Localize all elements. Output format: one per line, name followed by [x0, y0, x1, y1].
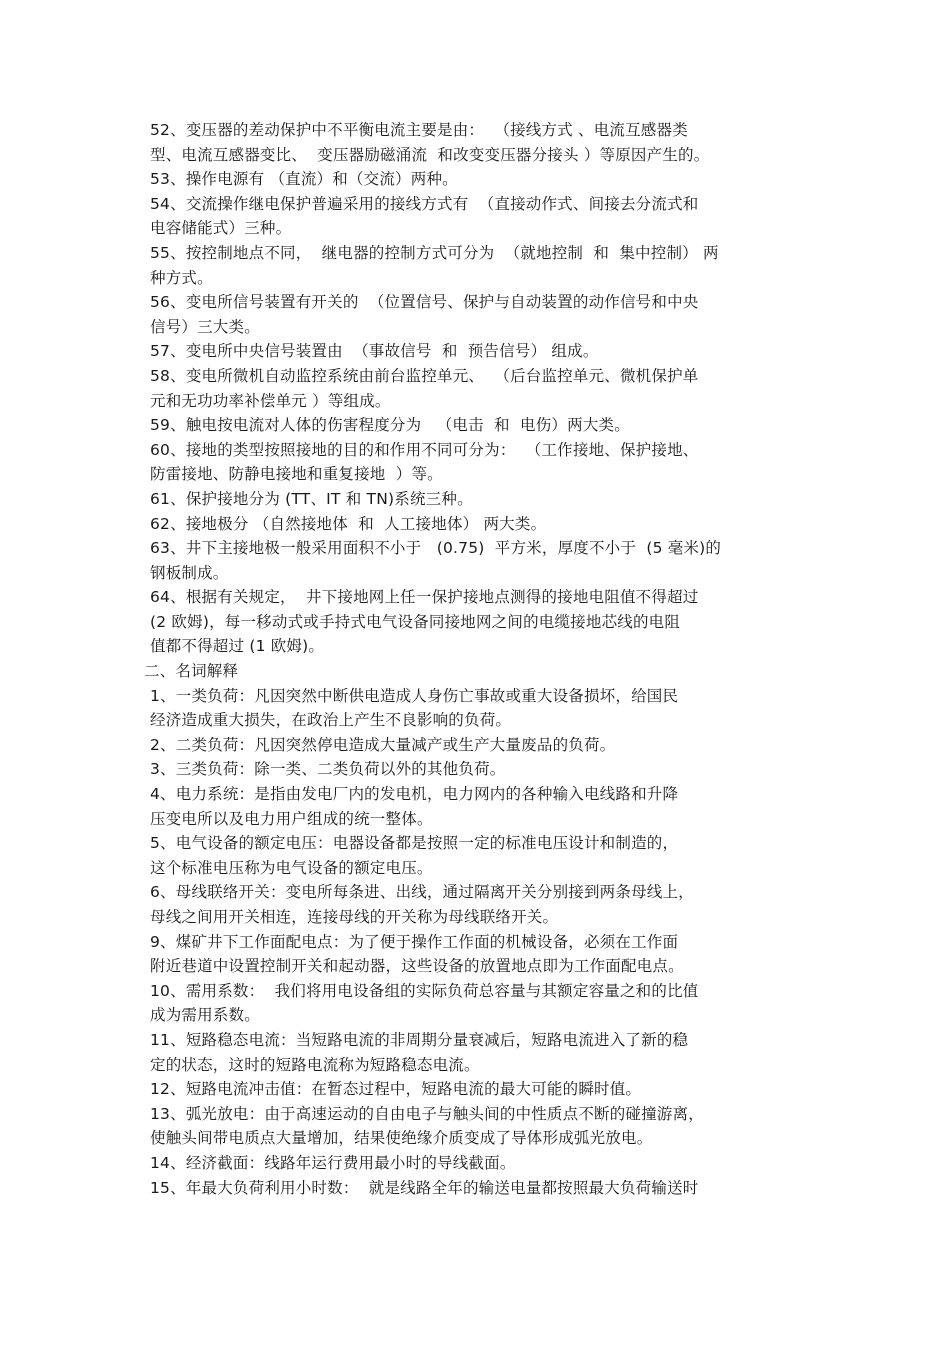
q54-line1: 54、交流操作继电保护普遍采用的接线方式有 （直接动作式、间接去分流式和	[150, 194, 699, 213]
q55-line1: 55、按控制地点不同， 继电器的控制方式可分为 （就地控制 和 集中控制） 两	[150, 243, 719, 262]
q58-line2: 元和无功功率补偿单元 ）等组成。	[150, 391, 391, 410]
term10-line2: 成为需用系数。	[150, 1006, 260, 1025]
term15-line1: 15、年最大负荷利用小时数： 就是线路全年的输送电量都按照最大负荷输送时	[150, 1178, 699, 1197]
q53-line1: 53、操作电源有 （直流）和（交流）两种。	[150, 170, 458, 189]
term1-line2: 经济造成重大损失，在政治上产生不良影响的负荷。	[150, 711, 512, 730]
q63-line2: 钢板制成。	[150, 563, 229, 582]
term6-line2: 母线之间用开关相连，连接母线的开关称为母线联络开关。	[150, 908, 559, 926]
q58-line1: 58、变电所微机自动监控系统由前台监控单元、 （后台监控单元、微机保护单	[150, 366, 699, 385]
term5-line1: 5、电气设备的额定电压：电器设备都是按照一定的标准电压设计和制造的，	[150, 834, 679, 853]
q55-line2: 种方式。	[150, 268, 213, 287]
q52-line2: 型、电流互感器变比、 变压器励磁涌流 和改变变压器分接头 ）等原因产生的。	[150, 145, 710, 164]
q60-line1: 60、接地的类型按照接地的目的和作用不同可分为： （工作接地、保护接地、	[150, 440, 699, 459]
term3-line1: 3、三类负荷：除一类、二类负荷以外的其他负荷。	[150, 760, 506, 779]
section-heading: 二、名词解释	[144, 662, 239, 681]
q64-line3: 值都不得超过 (1 欧姆)。	[150, 637, 325, 656]
term12-line1: 12、短路电流冲击值：在暂态过程中，短路电流的最大可能的瞬时值。	[150, 1080, 642, 1099]
q56-line1: 56、变电所信号装置有开关的 （位置信号、保护与自动装置的动作信号和中央	[150, 293, 699, 312]
q54-line2: 电容储能式）三种。	[150, 219, 292, 238]
q52-line1: 52、变压器的差动保护中不平衡电流主要是由： （接线方式 、电流互感器类	[150, 121, 688, 139]
q61-line1: 61、保护接地分为 (TT、IT 和 TN)系统三种。	[150, 489, 473, 508]
q62-line1: 62、接地极分 （自然接地体 和 人工接地体） 两大类。	[150, 514, 547, 533]
q60-line2: 防雷接地、防静电接地和重复接地 ）等。	[150, 465, 443, 484]
q64-line1: 64、根据有关规定， 井下接地网上任一保护接地点测得的接地电阻值不得超过	[150, 588, 699, 607]
q63-line1: 63、井下主接地极一般采用面积不小于 (0.75) 平方米，厚度不小于 (5 毫米)的	[150, 539, 722, 558]
term11-line1: 11、短路稳态电流：当短路电流的非周期分量衰减后，短路电流进入了新的稳	[150, 1030, 689, 1049]
term11-line2: 定的状态，这时的短路电流称为短路稳态电流。	[150, 1055, 480, 1074]
term14-line1: 14、经济截面：线路年运行费用最小时的导线截面。	[150, 1153, 516, 1172]
term1-line1: 1、一类负荷：凡因突然中断供电造成人身伤亡事故或重大设备损坏，给国民	[150, 686, 679, 705]
q56-line2: 信号）三大类。	[150, 317, 260, 336]
term13-line1: 13、弧光放电：由于高速运动的自由电子与触头间的中性质点不断的碰撞游离，	[150, 1104, 704, 1123]
term4-line1: 4、电力系统：是指由发电厂内的发电机，电力网内的各种输入电线路和升降	[150, 785, 679, 804]
term9-line2: 附近巷道中设置控制开关和起动器，这些设备的放置地点即为工作面配电点。	[150, 957, 684, 976]
term13-line2: 使触头间带电质点大量增加，结果使绝缘介质变成了导体形成弧光放电。	[150, 1129, 653, 1148]
q59-line1: 59、触电按电流对人体的伤害程度分为 （电击 和 电伤）两大类。	[150, 416, 630, 435]
q64-line2: (2 欧姆)，每一移动式或手持式电气设备同接地网之间的电缆接地芯线的电阻	[150, 612, 681, 631]
term2-line1: 2、二类负荷：凡因突然停电造成大量减产或生产大量废品的负荷。	[150, 735, 616, 754]
q57-line1: 57、变电所中央信号装置由 （事故信号 和 预告信号） 组成。	[150, 342, 599, 361]
document-body	[144, 118, 810, 1200]
term4-line2: 压变电所以及电力用户组成的统一整体。	[150, 809, 433, 828]
term10-line1: 10、需用系数： 我们将用电设备组的实际负荷总容量与其额定容量之和的比值	[150, 981, 699, 1000]
term6-line1: 6、母线联络开关：变电所每条进、出线，通过隔离开关分别接到两条母线上，	[150, 883, 694, 902]
term9-line1: 9、煤矿井下工作面配电点：为了便于操作工作面的机械设备，必须在工作面	[150, 932, 679, 951]
term5-line2: 这个标准电压称为电气设备的额定电压。	[150, 858, 433, 877]
